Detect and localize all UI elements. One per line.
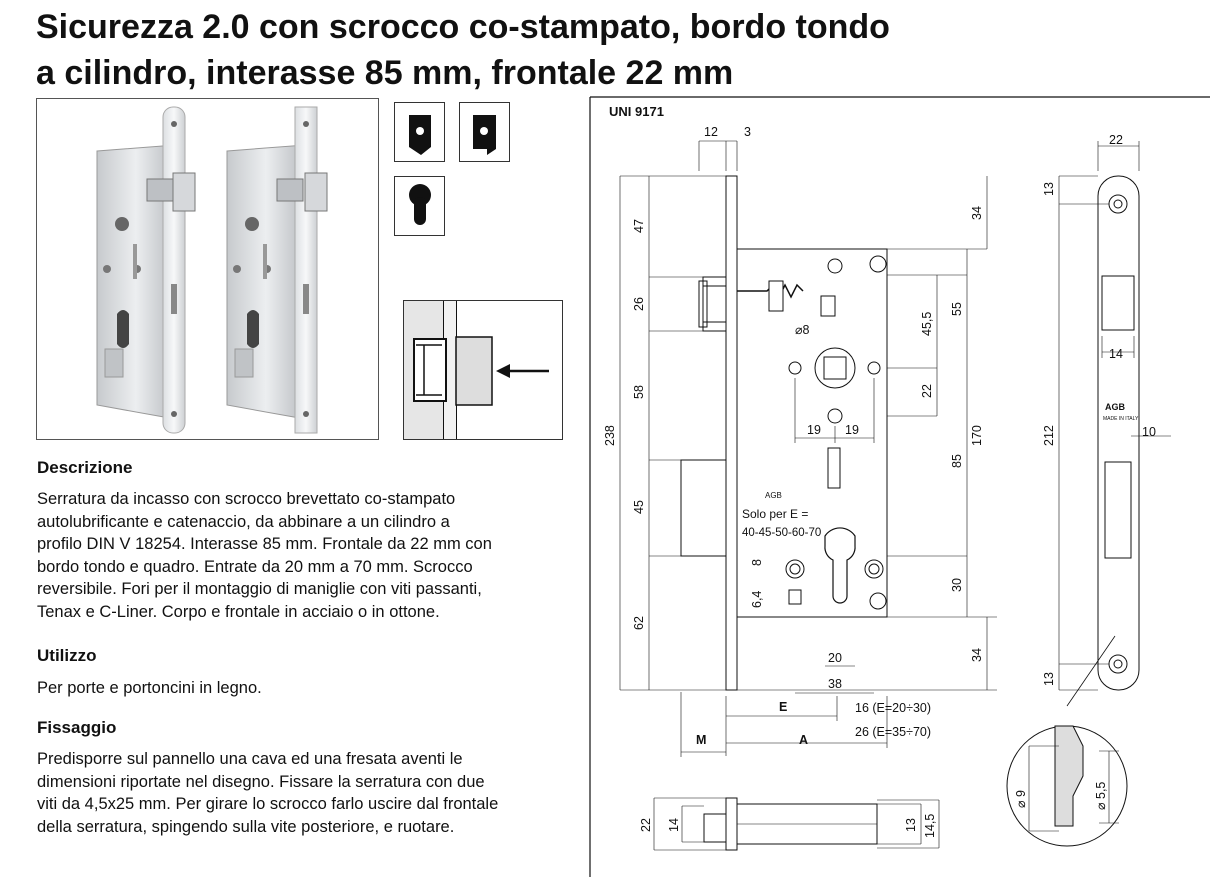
round-edge-icon <box>394 102 445 162</box>
descrizione-line: bordo tondo e quadro. Entrate da 20 mm a 70 mm. Scrocco <box>37 557 473 576</box>
technical-drawing <box>589 96 1211 877</box>
descrizione-line: autolubrificante e catenaccio, da abbinare a un cilindro a <box>37 512 450 531</box>
dim-cyl-width: 20 <box>828 651 842 665</box>
dim-plan-inner: 14 <box>667 818 681 832</box>
dim-backset-range-1: 16 (E=20÷30) <box>855 701 932 715</box>
dim-mid-to-cyl: 45 <box>632 500 646 514</box>
case-note-values: 40-45-50-60-70 <box>742 527 822 539</box>
dim-top-to-case: 34 <box>970 206 984 220</box>
fissaggio-line: Predisporre sul pannello una cava ed una fresata aventi le <box>37 750 463 768</box>
utilizzo-line: Per porte e portoncini in legno. <box>37 679 262 697</box>
dim-front-latch-width: 14 <box>1109 347 1123 361</box>
fissaggio-line: della serratura, spingendo sulla vite posteriore, e ruotare. <box>37 817 455 836</box>
dim-cyl-to-case-bottom: 30 <box>950 578 964 592</box>
dim-front-length: 212 <box>1042 425 1056 446</box>
dim-front-strike-offset: 10 <box>1142 425 1156 439</box>
dim-case-to-handle: 55 <box>950 302 964 316</box>
dim-plan-total: 22 <box>639 818 653 832</box>
dim-latch-to-handle: 45,5 <box>920 311 934 336</box>
utilizzo-text <box>37 677 560 700</box>
dim-faceplate-label: M <box>696 733 707 747</box>
fissaggio-line: viti da 4,5x25 mm. Per girare lo scrocco farlo uscire dal frontale <box>37 795 499 813</box>
lock-photos <box>37 99 378 439</box>
title-line-2: a cilindro, interasse 85 mm, frontale 22 mm <box>36 54 734 92</box>
dim-top-to-latch: 47 <box>632 219 646 233</box>
square-edge-icon <box>459 102 510 162</box>
dim-front-top-screw: 13 <box>1042 182 1056 196</box>
front-brand-sub: MADE IN ITALY <box>1103 416 1139 422</box>
dim-plan-right-1: 13 <box>904 818 918 832</box>
dim-hole-spacing-right: 19 <box>845 423 859 437</box>
standard-label: UNI 9171 <box>609 104 664 119</box>
dim-depth-label: A <box>799 733 809 747</box>
product-photo-box <box>36 98 379 440</box>
dim-spindle-hole: ⌀8 <box>795 323 810 337</box>
technical-drawing-svg <box>589 96 1211 877</box>
case-brand-mark: AGB <box>765 491 782 500</box>
dim-backset-range-2: 26 (E=35÷70) <box>855 725 932 739</box>
dim-plan-right-2: 14,5 <box>923 813 937 838</box>
fissaggio-line: dimensioni riportate nel disegno. Fissare la serratura con due <box>37 772 485 791</box>
dim-case-height: 170 <box>970 425 984 446</box>
dim-faceplate-offset: 12 <box>704 125 718 139</box>
front-brand-mark: AGB <box>1105 402 1125 412</box>
title-line-1: Sicurezza 2.0 con scrocco co-stampato, bordo tondo <box>36 8 890 46</box>
dim-latch-to-mid: 58 <box>632 385 646 399</box>
dim-handle-to-hole: 22 <box>920 384 934 398</box>
dim-backset-label: E <box>779 700 788 714</box>
dim-cyl-hole-bottom: 6,4 <box>750 590 764 608</box>
descrizione-line: reversibile. Fori per il montaggio di maniglie con viti passanti, <box>37 580 482 598</box>
lock-photo-round-edge <box>97 107 195 433</box>
dim-cyl-to-bottom: 62 <box>632 616 646 630</box>
dim-latch-height: 26 <box>632 297 646 311</box>
latch-push-detail <box>403 300 563 440</box>
dim-screw-head: ⌀ 9 <box>1014 790 1028 808</box>
page-title <box>36 4 1036 96</box>
section-heading-utilizzo: Utilizzo <box>37 646 97 665</box>
dim-case-bottom-to-face: 34 <box>970 648 984 662</box>
descrizione-text <box>37 488 560 623</box>
fissaggio-text <box>37 748 560 838</box>
section-heading-fissaggio: Fissaggio <box>37 718 117 737</box>
dim-hole-spacing-left: 19 <box>807 423 821 437</box>
dim-faceplate-thickness: 3 <box>744 125 751 139</box>
section-heading-descrizione: Descrizione <box>37 458 133 477</box>
dim-backset-center: 85 <box>950 454 964 468</box>
descrizione-line: Tenax e C-Liner. Corpo e frontale in acciaio o in ottone. <box>37 602 440 621</box>
cylinder-profile-icon <box>394 176 445 236</box>
dim-front-bottom-screw: 13 <box>1042 672 1056 686</box>
dim-cyl-hole-top: 8 <box>750 559 764 566</box>
case-note-label: Solo per E = <box>742 507 809 521</box>
descrizione-line: Serratura da incasso con scrocco brevettato co-stampato <box>37 490 456 508</box>
dim-screw-spacing: 38 <box>828 677 842 691</box>
descrizione-line: profilo DIN V 18254. Interasse 85 mm. Frontale da 22 mm con <box>37 535 492 553</box>
dim-front-width: 22 <box>1109 133 1123 147</box>
dim-screw-shaft: ⌀ 5,5 <box>1094 781 1108 810</box>
dim-overall-height: 238 <box>603 425 617 446</box>
lock-photo-square-edge <box>227 107 327 433</box>
